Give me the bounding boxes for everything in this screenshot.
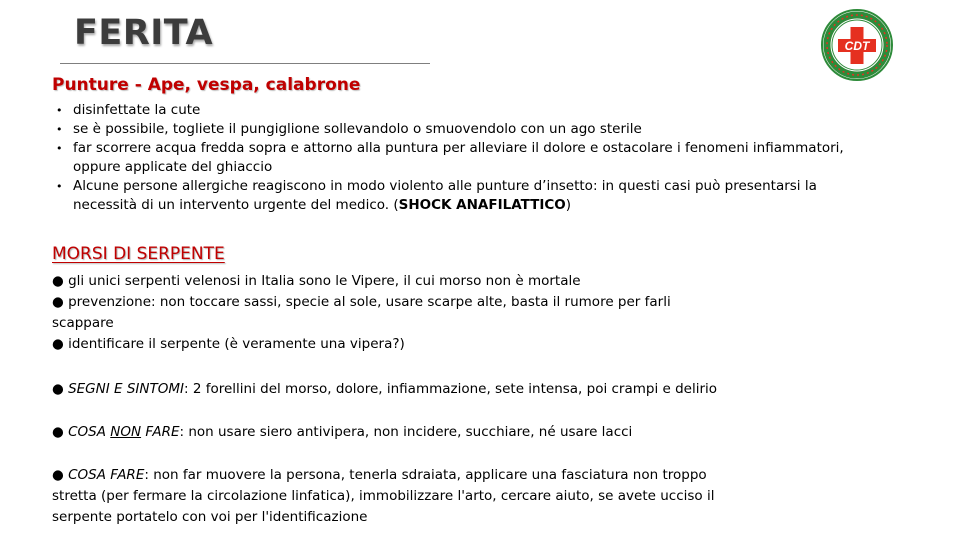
list-item: • Alcune persone allergiche reagiscono in modo violento alle punture d’insetto: in questi casi può presentarsi la necessità di un intervento urgente del medico. (SHOCK ANAFILATTICO) [52, 177, 932, 215]
logo-letters: CDT [844, 39, 870, 53]
list-item: • disinfettate la cute [52, 101, 932, 120]
organization-logo-icon [820, 8, 894, 82]
insect-sting-bullet-list [52, 101, 932, 215]
list-item: • far scorrere acqua fredda sopra e attorno alla puntura per alleviare il dolore e ostacolare i fenomeni infiammatori, oppure applicate del ghiaccio [52, 139, 932, 177]
subtitle-insect-stings: Punture - Ape, vespa, calabrone [52, 75, 361, 95]
signs-and-symptoms-paragraph: ● SEGNI E SINTOMI: 2 forellini del morso, dolore, infiammazione, sete intensa, poi crampi e delirio [52, 381, 718, 397]
what-to-do-label: COSA FARE [68, 467, 145, 483]
title-divider [60, 63, 430, 64]
section-title-snake-bites: MORSI DI SERPENTE [52, 244, 225, 264]
what-to-do-paragraph: ● COSA FARE: non far muovere la persona, tenerla sdraiata, applicare una fasciatura non troppo stretta (per fermare la circolazione linfatica), immobilizzare l'arto, cercare aiuto, se avete ucciso il serpente portatelo con voi per l'identificazione [52, 467, 715, 525]
non-underlined-word: NON [110, 424, 142, 440]
signs-label: SEGNI E SINTOMI [68, 381, 184, 397]
page-title: FERITA [74, 13, 214, 53]
list-item: • se è possibile, togliete il pungiglione sollevandolo o smuovendolo con un ago sterile [52, 120, 932, 139]
what-not-to-do-paragraph: ● COSA NON FARE: non usare siero antivipera, non incidere, succhiare, né usare lacci [52, 424, 633, 440]
snake-intro-paragraph: ● gli unici serpenti velenosi in Italia sono le Vipere, il cui morso non è mortale ● prevenzione: non toccare sassi, specie al sole, usare scarpe alte, basta il rumore per farli scappare ● identificare il serpente (è veramente una vipera?) [52, 273, 671, 352]
shock-anafilattico-term: SHOCK ANAFILATTICO [398, 197, 566, 213]
